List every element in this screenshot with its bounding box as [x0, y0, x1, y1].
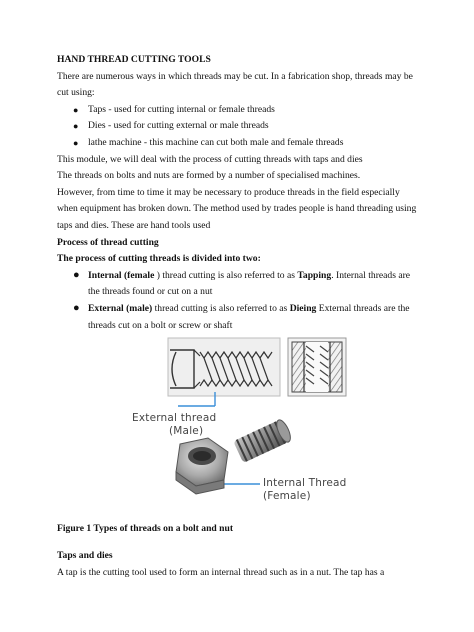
- internal-thread-label: Internal Thread (Female): [263, 477, 347, 502]
- bullet-icon: ●: [73, 301, 80, 314]
- methods-list: [57, 102, 417, 152]
- taps-section: [57, 548, 417, 581]
- list-item: ● Internal (female ) thread cutting is also referred to as Tapping. Internal threads are the threads found or cut on a nut: [73, 268, 411, 298]
- external-thread-label: External thread (Male): [132, 412, 217, 437]
- process-heading: Process of thread cutting: [57, 236, 159, 248]
- process-subheading: The process of cutting threads is divided into two:: [57, 253, 261, 265]
- internal-thread-drawing: [288, 338, 346, 396]
- intro-paragraph: There are numerous ways in which threads may be cut. In a fabrication shop, threads may be cut using:: [57, 70, 413, 99]
- nut-photo: [176, 438, 228, 494]
- figure-caption: Figure 1 Types of threads on a bolt and nut: [57, 522, 234, 534]
- machines-paragraph: The threads on bolts and nuts are formed by a number of specialised machines.: [57, 170, 361, 182]
- taps-paragraph: A tap is the cutting tool used to form an internal thread such as in a nut. The tap has a: [57, 566, 385, 578]
- bullet-icon: ●: [73, 137, 79, 148]
- document-body: [57, 52, 417, 334]
- list-item: ● Dies - used for cutting external or male threads: [57, 118, 417, 135]
- bullet-icon: ●: [73, 268, 80, 281]
- thread-figure: [120, 334, 350, 514]
- process-list: [57, 268, 417, 334]
- list-item: ● Taps - used for cutting internal or female threads: [57, 102, 417, 119]
- external-thread-drawing: [168, 338, 280, 396]
- field-paragraph: However, from time to time it may be necessary to produce threads in the field especially when equipment has broken down. The method used by trades people is hand threading using taps and dies. These are hand tools used: [57, 186, 417, 231]
- list-item: ● External (male) thread cutting is also referred to as Dieing External threads are the threads cut on a bolt or screw or shaft: [73, 301, 410, 331]
- bullet-icon: ●: [73, 121, 79, 132]
- bolt-photo: [233, 418, 293, 463]
- page-title: HAND THREAD CUTTING TOOLS: [57, 54, 211, 65]
- module-paragraph: This module, we will deal with the process of cutting threads with taps and dies: [57, 153, 363, 165]
- list-item: ● lathe machine - this machine can cut both male and female threads: [57, 135, 417, 152]
- bullet-icon: ●: [73, 104, 79, 115]
- taps-heading: Taps and dies: [57, 550, 113, 561]
